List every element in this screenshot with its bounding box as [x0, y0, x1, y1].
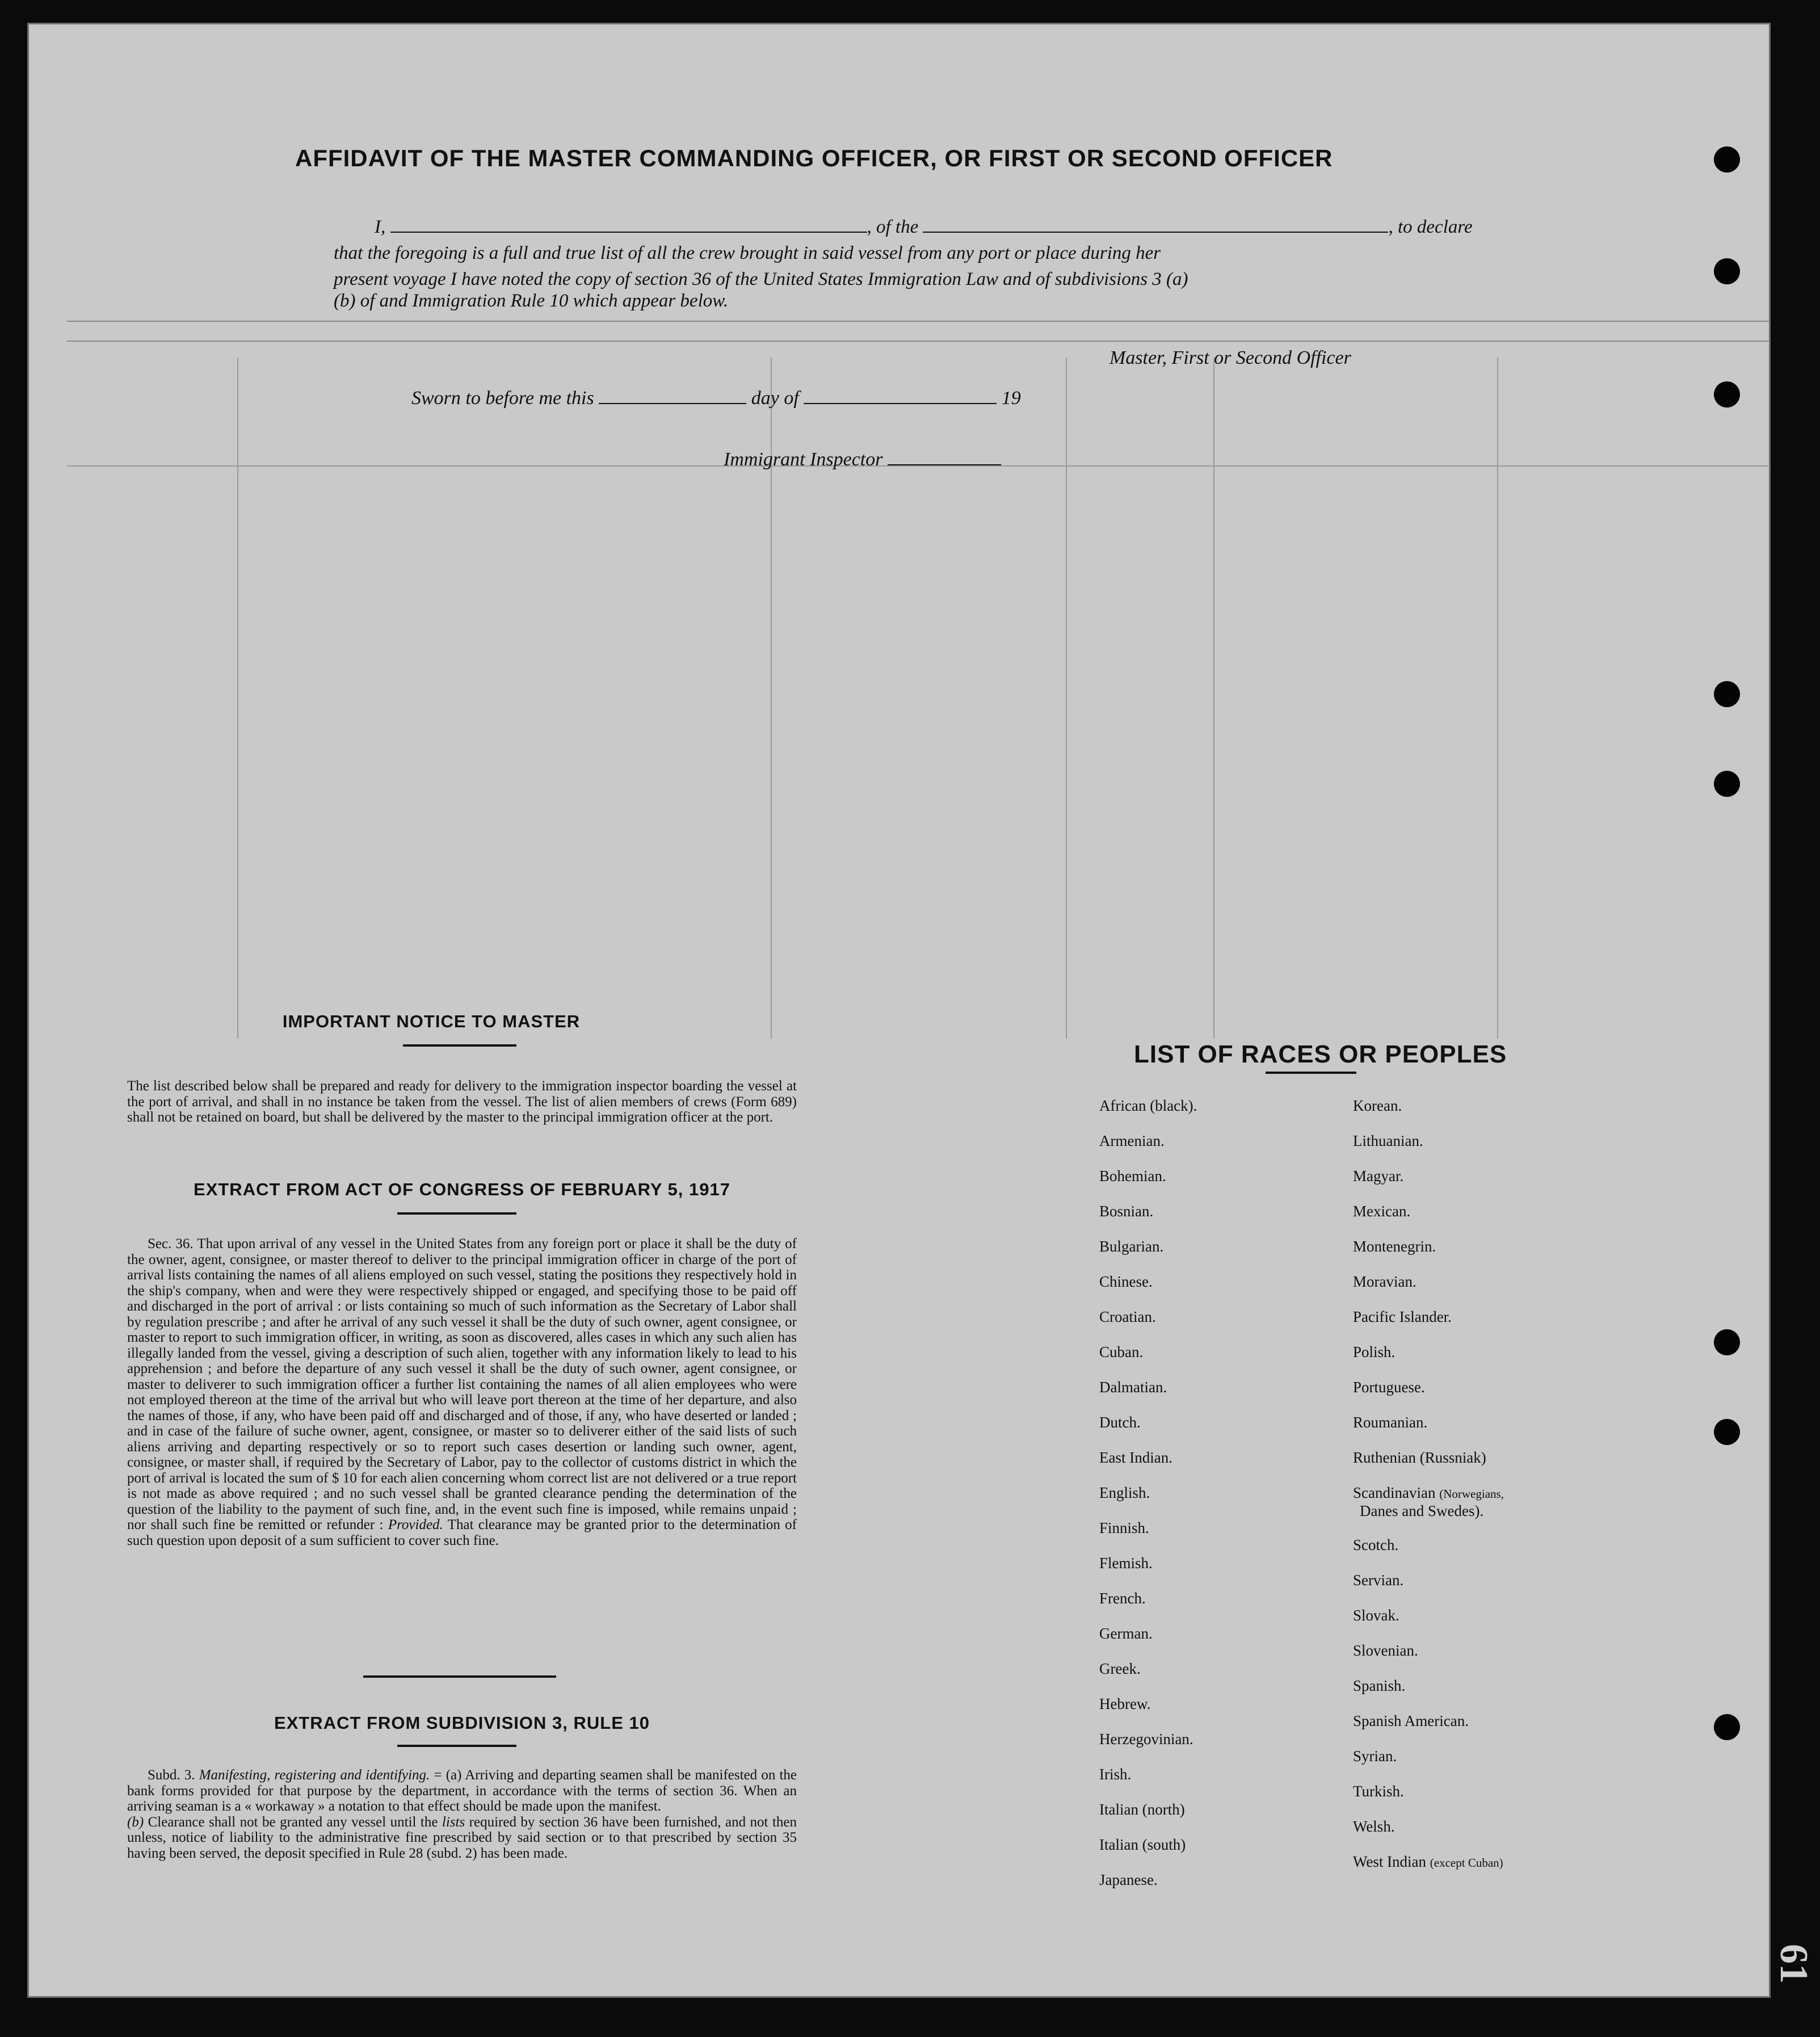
- divider: [403, 1044, 516, 1047]
- affidavit-line-2: that the foregoing is a full and true list of all the crew brought in said vessel from any port or place during her: [334, 243, 1161, 263]
- race-item-scandinavian: [1353, 1484, 1504, 1536]
- race-item: Roumanian.: [1353, 1414, 1428, 1431]
- race-item: Korean.: [1353, 1097, 1402, 1114]
- race-item: Japanese.: [1099, 1871, 1158, 1888]
- sworn-line: [411, 387, 1021, 409]
- race-item: Italian (north): [1099, 1801, 1185, 1818]
- race-item: Slovak.: [1353, 1607, 1399, 1624]
- subdivision-b-label: (b): [127, 1814, 144, 1830]
- divider: [363, 1675, 556, 1678]
- divider: [1266, 1072, 1356, 1074]
- races-left-column: [1099, 1097, 1197, 1906]
- race-item: Hebrew.: [1099, 1695, 1151, 1712]
- race-item: Spanish American.: [1353, 1712, 1469, 1729]
- subdivision-label: Subd. 3.: [148, 1767, 195, 1783]
- rule-extract-text: [127, 1767, 797, 1861]
- section-body: That upon arrival of any vessel in the United States from any foreign port or place it shall be the duty of the owner, agent, consignee, or master thereof to deliver to the principal immigration officer in charge of the port of arrival lists containing the names of all aliens employed on such vessel, stating the positions they respectively hold in the ship's company, when and were they were respectively shipped or engaged, and specifying those to be paid off and discharged in the port of arrival : or lists containing so much of such information as the Secretary of Labor shall by regulation prescribe ; and after he arrival of any such vessel it shall be the duty of such owner, agent consignee, or master to report to such immigration officer, in writing, as soon as discovered, alles cases in which any such alien has illegally landed from the vessel, giving a description of such alien, together with any information likely to lead to his apprehension ; and before the departure of any such vessel it shall be the duty of such owner, agent consignee, or master to deliverer to such immigration officer a further list containing the names of all alien employees who were not employed thereon at the time of the arrival but who will leave port thereon at the time of her departure, and also the names of those, if any, who have been paid off and discharged and of those, if any, who have deserted or landed ; and in case of the failure of suche owner, agent, consignee, or master so to deliverer either of the said lists of such aliens arriving and departing respectively or so to report such cases desertion or landing such owner, agent, consignee, or master shall, if required by the Secretary of Labor, pay to the collector of customs district in which the port of arrival is located the sum of $ 10 for each alien concerning whom correct list are not delivered or a true report is not made as above required ; and no such vessel shall be granted clearance pending the determination of the question of the liability to the payment of such fine, and, in the event such fine is imposed, while remains unpaid ; nor shall such fine be remitted or refunder :: [127, 1236, 797, 1532]
- race-item: Herzegovinian.: [1099, 1731, 1193, 1748]
- race-item: Bulgarian.: [1099, 1238, 1164, 1255]
- race-item: Croatian.: [1099, 1308, 1156, 1325]
- vessel-blank: [923, 216, 1388, 233]
- race-item: Lithuanian.: [1353, 1132, 1423, 1149]
- race-item: Syrian.: [1353, 1748, 1397, 1765]
- lists-word: lists: [442, 1814, 465, 1830]
- race-item-west-indian: [1353, 1853, 1504, 1888]
- i-label: I,: [375, 217, 386, 237]
- sworn-label: Sworn to before me this: [411, 388, 594, 409]
- race-item: Scotch.: [1353, 1536, 1399, 1553]
- ghost-rule: [67, 321, 1769, 322]
- ghost-column-line: [1213, 358, 1214, 1039]
- race-item: East Indian.: [1099, 1449, 1172, 1466]
- ghost-column-line: [1497, 358, 1498, 1039]
- act-extract-text: [127, 1236, 797, 1548]
- divider: [397, 1212, 516, 1215]
- race-item: Armenian.: [1099, 1132, 1165, 1149]
- race-item: German.: [1099, 1625, 1153, 1642]
- race-note: (except Cuban): [1430, 1856, 1503, 1870]
- notice-text: The list described below shall be prepared and ready for delivery to the immigration inspector boarding the vessel at the port of arrival, and shall in no instance be taken from the vessel. The list of alien members of crews (Form 689) shall not be retained on board, but shall be delivered by the master to the principal immigration officer at the port.: [127, 1078, 797, 1125]
- punch-hole: [1714, 381, 1740, 408]
- affidavit-line-4: (b) of and Immigration Rule 10 which appear below.: [334, 291, 729, 311]
- race-item: Welsh.: [1353, 1818, 1395, 1835]
- race-item: Spanish.: [1353, 1677, 1406, 1694]
- day-blank: [599, 387, 746, 404]
- race-item: Irish.: [1099, 1766, 1132, 1783]
- notice-title: IMPORTANT NOTICE TO MASTER: [282, 1011, 581, 1031]
- inspector-blank: [888, 448, 1001, 465]
- race-item: Chinese.: [1099, 1273, 1153, 1290]
- race-item: Pacific Islander.: [1353, 1308, 1452, 1325]
- punch-hole: [1714, 1419, 1740, 1445]
- ghost-column-line: [1066, 358, 1067, 1039]
- race-item: Dutch.: [1099, 1414, 1141, 1431]
- race-note: (Norwegians,: [1439, 1487, 1504, 1501]
- race-item: Italian (south): [1099, 1836, 1186, 1853]
- provided-word: Provided.: [388, 1517, 443, 1532]
- race-item: English.: [1099, 1484, 1150, 1501]
- to-declare-label: , to declare: [1388, 217, 1473, 237]
- race-label: West Indian: [1353, 1853, 1430, 1870]
- race-item: Bohemian.: [1099, 1167, 1166, 1185]
- races-right-column: [1353, 1097, 1504, 1888]
- affidavit-title: AFFIDAVIT OF THE MASTER COMMANDING OFFICER, OR FIRST OR SECOND OFFICER: [295, 145, 1333, 171]
- race-item: African (black).: [1099, 1097, 1197, 1114]
- punch-hole: [1714, 681, 1740, 707]
- race-item: Slovenian.: [1353, 1642, 1418, 1659]
- race-item: Magyar.: [1353, 1167, 1404, 1185]
- section-label: Sec. 36.: [148, 1236, 194, 1251]
- race-item: Cuban.: [1099, 1343, 1144, 1360]
- subdivision-b-text-end: required by section 36 have been furnished, and not then unless, notice of liability to the administrative fine prescribed by said section or to that prescribed by section 35 having been served, the deposit specified in Rule 28 (subd. 2) has been made.: [127, 1814, 797, 1861]
- section-body-end: That clearance may be granted prior to the determination of such question upon deposit of a sum sufficient to cover such fine.: [127, 1517, 797, 1548]
- master-signature-label: Master, First or Second Officer: [1109, 347, 1351, 368]
- race-item: Mexican.: [1353, 1203, 1411, 1220]
- race-item: Moravian.: [1353, 1273, 1417, 1290]
- punch-hole: [1714, 146, 1740, 173]
- name-blank: [390, 216, 867, 233]
- month-blank: [804, 387, 997, 404]
- year-label: 19: [1001, 388, 1021, 409]
- ghost-rule: [67, 341, 1769, 342]
- race-label: Scandinavian: [1353, 1484, 1440, 1501]
- rule-extract-title: EXTRACT FROM SUBDIVISION 3, RULE 10: [274, 1713, 650, 1733]
- race-item: Finnish.: [1099, 1519, 1149, 1536]
- punch-hole: [1714, 1714, 1740, 1740]
- document-page: [27, 23, 1771, 1998]
- inspector-line: [724, 448, 1001, 471]
- race-item: Dalmatian.: [1099, 1379, 1167, 1396]
- act-extract-title: EXTRACT FROM ACT OF CONGRESS OF FEBRUARY 5, 1917: [194, 1179, 730, 1199]
- race-item: Servian.: [1353, 1572, 1404, 1589]
- divider: [397, 1745, 516, 1747]
- race-item: Montenegrin.: [1353, 1238, 1436, 1255]
- race-item: Flemish.: [1099, 1555, 1153, 1572]
- race-item: Turkish.: [1353, 1783, 1404, 1800]
- punch-hole: [1714, 258, 1740, 284]
- race-item: Ruthenian (Russniak): [1353, 1449, 1486, 1466]
- inspector-label: Immigrant Inspector: [724, 449, 883, 470]
- punch-hole: [1714, 771, 1740, 797]
- race-item: Greek.: [1099, 1660, 1141, 1677]
- subdivision-heading: Manifesting, registering and identifying.: [199, 1767, 430, 1783]
- of-the-label: , of the: [867, 217, 919, 237]
- race-item: Polish.: [1353, 1343, 1396, 1360]
- affidavit-line-1: [375, 216, 1473, 238]
- race-item: Portuguese.: [1353, 1379, 1425, 1396]
- subdivision-b-text: Clearance shall not be granted any vessel until the: [148, 1814, 438, 1830]
- day-of-label: day of: [751, 388, 799, 409]
- ghost-column-line: [237, 358, 238, 1039]
- race-note: Danes and Swedes).: [1360, 1502, 1484, 1519]
- margin-mark: 61: [1772, 1944, 1815, 1984]
- punch-hole: [1714, 1329, 1740, 1355]
- races-title: LIST OF RACES OR PEOPLES: [1134, 1040, 1507, 1068]
- race-item: Bosnian.: [1099, 1203, 1154, 1220]
- race-item: French.: [1099, 1590, 1146, 1607]
- affidavit-line-3: present voyage I have noted the copy of section 36 of the United States Immigration Law and of subdivisions 3 (a): [334, 269, 1188, 289]
- subdivision-a-text: = (a) Arriving and departing seamen shall be manifested on the bank forms provided for that purpose by the department, in accordance with the terms of section 36. When an arriving seaman is a « workaway » a notation to that effect should be made upon the manifest.: [127, 1767, 797, 1814]
